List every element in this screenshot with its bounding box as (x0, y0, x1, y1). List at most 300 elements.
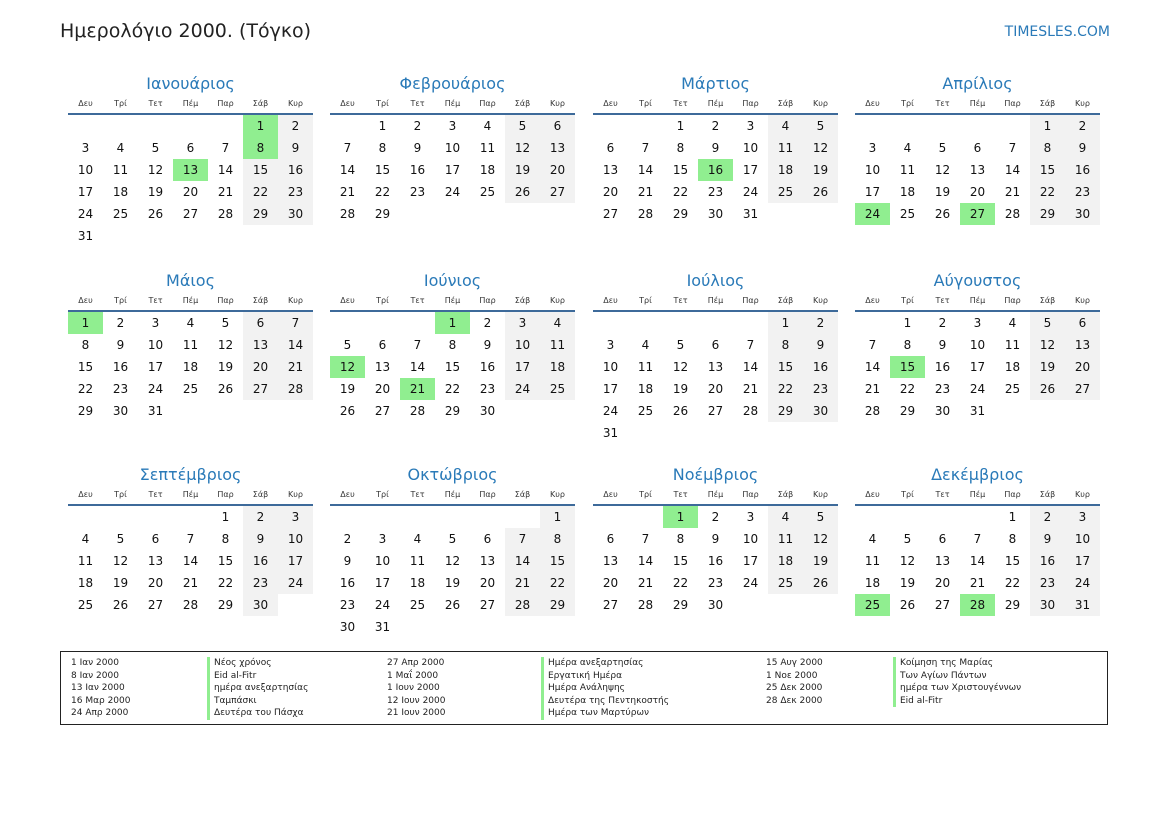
holiday-name: Νέος χρόνος (207, 657, 271, 670)
weekday-label: Τρί (901, 490, 914, 499)
day-cell: 5 (938, 141, 947, 155)
day-cell: 24 (147, 382, 164, 396)
day-cell: 12 (803, 137, 838, 159)
day-cell: 3 (1065, 506, 1100, 528)
day-cell: 24 (444, 185, 461, 199)
week-row (68, 506, 313, 528)
weekday-header (68, 292, 313, 312)
empty-cell (593, 506, 628, 528)
empty-cell (400, 203, 435, 225)
week-row (330, 572, 575, 594)
day-cell: 17 (147, 360, 164, 374)
weekday-label: Δευ (78, 99, 93, 108)
week-row (330, 550, 575, 572)
week-row (593, 334, 838, 356)
weekday-header (68, 486, 313, 506)
day-cell: 8 (221, 532, 230, 546)
day-cell: 29 (672, 207, 689, 221)
day-cell: 21 (400, 378, 435, 400)
day-cell: 18 (182, 360, 199, 374)
day-cell: 24 (505, 378, 540, 400)
day-cell: 12 (330, 356, 365, 378)
day-cell: 27 (479, 598, 496, 612)
day-cell: 20 (479, 576, 496, 590)
empty-cell (540, 400, 575, 422)
weekday-label: Τρί (639, 99, 652, 108)
weekday-header (330, 95, 575, 115)
week-row (330, 528, 575, 550)
month-block (68, 73, 313, 247)
legend-item (387, 707, 669, 720)
day-cell: 29 (540, 594, 575, 616)
day-cell: 20 (602, 576, 619, 590)
day-cell: 23 (278, 181, 313, 203)
day-cell: 26 (899, 598, 916, 612)
day-cell: 17 (864, 185, 881, 199)
empty-cell (400, 616, 435, 638)
day-cell: 24 (742, 576, 759, 590)
weekday-label: Κυρ (813, 490, 828, 499)
day-cell: 1 (903, 316, 912, 330)
day-cell: 18 (1004, 360, 1021, 374)
day-cell: 12 (1030, 334, 1065, 356)
holiday-name: ημέρα ανεξαρτησίας (207, 682, 308, 695)
day-cell: 20 (540, 159, 575, 181)
day-cell: 20 (602, 185, 619, 199)
week-row (855, 356, 1100, 378)
day-cell: 9 (243, 528, 278, 550)
empty-cell (540, 203, 575, 225)
day-cell: 12 (899, 554, 916, 568)
day-cell: 23 (1030, 572, 1065, 594)
empty-cell (138, 506, 173, 528)
day-cell: 3 (151, 316, 160, 330)
holiday-date: 25 Δεκ 2000 (766, 683, 823, 693)
legend-item (71, 682, 308, 695)
day-cell: 5 (505, 115, 540, 137)
day-cell: 15 (1030, 159, 1065, 181)
legend-item (387, 695, 669, 708)
day-cell: 26 (339, 404, 356, 418)
week-row (330, 181, 575, 203)
week-row (68, 528, 313, 550)
week-row (330, 356, 575, 378)
weekday-label: Δευ (603, 99, 618, 108)
day-cell: 12 (112, 554, 129, 568)
legend-item (71, 670, 308, 683)
week-row (330, 312, 575, 334)
day-cell: 4 (483, 119, 492, 133)
day-cell: 5 (151, 141, 160, 155)
empty-cell (208, 115, 243, 137)
day-cell: 26 (505, 181, 540, 203)
empty-cell (330, 312, 365, 334)
day-cell: 10 (742, 141, 759, 155)
weekday-header (593, 486, 838, 506)
day-cell: 28 (217, 207, 234, 221)
day-cell: 23 (707, 185, 724, 199)
empty-cell (768, 422, 803, 444)
day-cell: 11 (1004, 338, 1021, 352)
day-cell: 22 (672, 185, 689, 199)
month-block (68, 270, 313, 422)
day-cell: 19 (803, 550, 838, 572)
day-cell: 27 (1065, 378, 1100, 400)
week-row (593, 312, 838, 334)
day-cell: 23 (339, 598, 356, 612)
month-name: Σεπτέμβριος (139, 465, 242, 484)
day-cell: 19 (803, 159, 838, 181)
weekday-header (330, 486, 575, 506)
day-cell: 6 (540, 115, 575, 137)
holiday-date: 15 Αυγ 2000 (766, 658, 823, 668)
day-cell: 21 (217, 185, 234, 199)
weekday-label: Σάβ (777, 296, 794, 305)
day-cell: 25 (855, 594, 890, 616)
day-cell: 20 (969, 185, 986, 199)
day-cell: 19 (112, 576, 129, 590)
week-row (855, 572, 1100, 594)
day-cell: 30 (243, 594, 278, 616)
day-cell: 23 (707, 576, 724, 590)
day-cell: 28 (960, 594, 995, 616)
week-row (855, 203, 1100, 225)
day-cell: 25 (1004, 382, 1021, 396)
day-cell: 13 (374, 360, 391, 374)
day-cell: 13 (243, 334, 278, 356)
day-cell: 1 (676, 119, 685, 133)
day-cell: 18 (768, 159, 803, 181)
day-cell: 23 (112, 382, 129, 396)
day-cell: 9 (1030, 528, 1065, 550)
day-cell: 13 (173, 159, 208, 181)
day-cell: 15 (672, 163, 689, 177)
empty-cell (470, 506, 505, 528)
day-cell: 2 (343, 532, 352, 546)
legend-item (766, 682, 1021, 695)
day-cell: 11 (479, 141, 496, 155)
day-cell: 27 (602, 598, 619, 612)
day-cell: 14 (409, 360, 426, 374)
week-row (855, 528, 1100, 550)
empty-cell (68, 115, 103, 137)
empty-cell (208, 225, 243, 247)
day-cell: 17 (444, 163, 461, 177)
week-row (593, 422, 838, 444)
day-cell: 16 (339, 576, 356, 590)
day-cell: 20 (707, 382, 724, 396)
day-cell: 5 (221, 316, 230, 330)
week-row (855, 312, 1100, 334)
legend-item (387, 682, 669, 695)
site-link[interactable]: TIMESLES.COM (1004, 24, 1110, 40)
week-row (855, 159, 1100, 181)
holiday-name: Ημέρα των Μαρτύρων (541, 707, 649, 720)
empty-cell (803, 422, 838, 444)
week-row (855, 137, 1100, 159)
day-cell: 19 (1030, 356, 1065, 378)
day-cell: 31 (969, 404, 986, 418)
day-cell: 2 (116, 316, 125, 330)
day-cell: 30 (803, 400, 838, 422)
day-cell: 10 (374, 554, 391, 568)
month-block (330, 73, 575, 225)
day-cell: 26 (112, 598, 129, 612)
month-name: Ιούνιος (423, 271, 482, 290)
empty-cell (663, 312, 698, 334)
month-name: Φεβρουάριος (399, 74, 506, 93)
legend-item (71, 657, 308, 670)
day-cell: 30 (934, 404, 951, 418)
day-cell: 5 (803, 115, 838, 137)
day-cell: 23 (1065, 181, 1100, 203)
day-cell: 12 (672, 360, 689, 374)
month-block (593, 464, 838, 616)
day-cell: 29 (444, 404, 461, 418)
day-cell: 22 (444, 382, 461, 396)
day-cell: 28 (637, 207, 654, 221)
day-cell: 6 (151, 532, 160, 546)
week-row (68, 181, 313, 203)
weekday-label: Πέμ (182, 99, 199, 108)
weekday-label: Σάβ (252, 490, 269, 499)
day-cell: 7 (868, 338, 877, 352)
day-cell: 12 (505, 137, 540, 159)
empty-cell (768, 203, 803, 225)
weekday-label: Πέμ (444, 99, 461, 108)
day-cell: 16 (934, 360, 951, 374)
day-cell: 24 (969, 382, 986, 396)
day-cell: 7 (221, 141, 230, 155)
day-cell: 26 (1030, 378, 1065, 400)
holiday-legend (60, 651, 1108, 725)
day-cell: 22 (243, 181, 278, 203)
week-row (593, 506, 838, 528)
holiday-date: 24 Απρ 2000 (71, 708, 129, 718)
weekday-label: Πέμ (707, 99, 724, 108)
day-cell: 4 (116, 141, 125, 155)
day-cell: 29 (899, 404, 916, 418)
month-block (593, 73, 838, 225)
weekday-label: Πέμ (707, 490, 724, 499)
day-cell: 26 (934, 207, 951, 221)
week-row (855, 181, 1100, 203)
day-cell: 11 (899, 163, 916, 177)
day-cell: 8 (1030, 137, 1065, 159)
day-cell: 20 (1065, 356, 1100, 378)
weekday-header (68, 95, 313, 115)
day-cell: 11 (540, 334, 575, 356)
week-row (593, 528, 838, 550)
day-cell: 19 (934, 185, 951, 199)
day-cell: 10 (864, 163, 881, 177)
day-cell: 22 (768, 378, 803, 400)
day-cell: 9 (803, 334, 838, 356)
holiday-date: 16 Μαρ 2000 (71, 695, 131, 706)
weekday-label: Τετ (935, 99, 950, 108)
day-cell: 13 (602, 163, 619, 177)
month-name: Μάιος (166, 271, 215, 290)
weekday-label: Τρί (376, 296, 389, 305)
day-cell: 8 (378, 141, 387, 155)
weekday-label: Σάβ (1039, 296, 1056, 305)
day-cell: 5 (116, 532, 125, 546)
day-cell: 18 (77, 576, 94, 590)
empty-cell (593, 115, 628, 137)
empty-cell (890, 115, 925, 137)
day-cell: 7 (278, 312, 313, 334)
weekday-label: Τετ (148, 99, 163, 108)
day-cell: 27 (182, 207, 199, 221)
weekday-label: Σάβ (777, 490, 794, 499)
weekday-label: Τρί (376, 490, 389, 499)
day-cell: 17 (278, 550, 313, 572)
day-cell: 17 (1065, 550, 1100, 572)
month-name: Νοέμβριος (672, 465, 759, 484)
month-block (855, 464, 1100, 616)
legend-column-2 (387, 657, 669, 720)
legend-item (71, 707, 308, 720)
empty-cell (278, 594, 313, 616)
day-cell: 28 (339, 207, 356, 221)
day-cell: 9 (116, 338, 125, 352)
holiday-name: Κοίμηση της Μαρίας (893, 657, 993, 670)
day-cell: 21 (742, 382, 759, 396)
weekday-header (855, 292, 1100, 312)
week-row (68, 115, 313, 137)
day-cell: 8 (540, 528, 575, 550)
day-cell: 11 (409, 554, 426, 568)
day-cell: 14 (742, 360, 759, 374)
day-cell: 7 (413, 338, 422, 352)
holiday-date: 1 Ιαν 2000 (71, 658, 119, 668)
legend-item (766, 657, 1021, 670)
day-cell: 7 (1008, 141, 1017, 155)
day-cell: 6 (378, 338, 387, 352)
day-cell: 19 (339, 382, 356, 396)
day-cell: 31 (374, 620, 391, 634)
empty-cell (400, 506, 435, 528)
week-row (855, 400, 1100, 422)
empty-cell (138, 115, 173, 137)
week-row (330, 203, 575, 225)
empty-cell (925, 506, 960, 528)
day-cell: 5 (1030, 312, 1065, 334)
day-cell: 6 (483, 532, 492, 546)
week-row (330, 159, 575, 181)
weekday-header (593, 292, 838, 312)
day-cell: 1 (663, 506, 698, 528)
day-cell: 2 (243, 506, 278, 528)
empty-cell (890, 506, 925, 528)
week-row (593, 550, 838, 572)
day-cell: 2 (1065, 115, 1100, 137)
day-cell: 17 (602, 382, 619, 396)
empty-cell (278, 400, 313, 422)
holiday-name: Των Αγίων Πάντων (893, 670, 987, 683)
weekday-label: Πέμ (707, 296, 724, 305)
day-cell: 16 (1030, 550, 1065, 572)
week-row (855, 378, 1100, 400)
day-cell: 23 (934, 382, 951, 396)
month-block (330, 270, 575, 422)
day-cell: 14 (637, 163, 654, 177)
weekday-label: Πέμ (444, 490, 461, 499)
empty-cell (365, 506, 400, 528)
day-cell: 14 (278, 334, 313, 356)
legend-item (71, 695, 308, 708)
week-row (68, 334, 313, 356)
day-cell: 29 (77, 404, 94, 418)
week-row (68, 550, 313, 572)
day-cell: 14 (637, 554, 654, 568)
month-block (68, 464, 313, 616)
day-cell: 8 (676, 141, 685, 155)
day-cell: 29 (243, 203, 278, 225)
day-cell: 30 (112, 404, 129, 418)
day-cell: 8 (676, 532, 685, 546)
day-cell: 10 (444, 141, 461, 155)
day-cell: 14 (217, 163, 234, 177)
weekday-label: Τρί (114, 99, 127, 108)
week-row (330, 334, 575, 356)
week-row (68, 137, 313, 159)
week-row (855, 506, 1100, 528)
day-cell: 25 (768, 572, 803, 594)
empty-cell (103, 506, 138, 528)
day-cell: 14 (1004, 163, 1021, 177)
weekday-label: Κυρ (813, 99, 828, 108)
day-cell: 5 (448, 532, 457, 546)
weekday-label: Κυρ (1075, 99, 1090, 108)
weekday-label: Κυρ (1075, 296, 1090, 305)
legend-item (387, 657, 669, 670)
day-cell: 25 (540, 378, 575, 400)
day-cell: 2 (938, 316, 947, 330)
day-cell: 6 (606, 141, 615, 155)
empty-cell (628, 506, 663, 528)
empty-cell (173, 506, 208, 528)
day-cell: 16 (243, 550, 278, 572)
day-cell: 15 (444, 360, 461, 374)
day-cell: 6 (973, 141, 982, 155)
weekday-label: Παρ (1004, 490, 1021, 499)
day-cell: 29 (1030, 203, 1065, 225)
day-cell: 9 (1065, 137, 1100, 159)
weekday-label: Τετ (935, 296, 950, 305)
week-row (330, 400, 575, 422)
weekday-label: Τετ (148, 296, 163, 305)
day-cell: 16 (698, 159, 733, 181)
day-cell: 9 (413, 141, 422, 155)
empty-cell (208, 400, 243, 422)
empty-cell (138, 225, 173, 247)
day-cell: 18 (479, 163, 496, 177)
day-cell: 9 (711, 532, 720, 546)
empty-cell (995, 115, 1030, 137)
empty-cell (855, 506, 890, 528)
holiday-date: 13 Ιαν 2000 (71, 683, 125, 693)
day-cell: 27 (960, 203, 995, 225)
day-cell: 30 (707, 598, 724, 612)
day-cell: 31 (742, 207, 759, 221)
week-row (593, 159, 838, 181)
weekday-label: Δευ (603, 296, 618, 305)
weekday-label: Παρ (479, 296, 496, 305)
weekday-label: Κυρ (288, 99, 303, 108)
weekday-header (593, 95, 838, 115)
weekday-label: Τρί (639, 490, 652, 499)
